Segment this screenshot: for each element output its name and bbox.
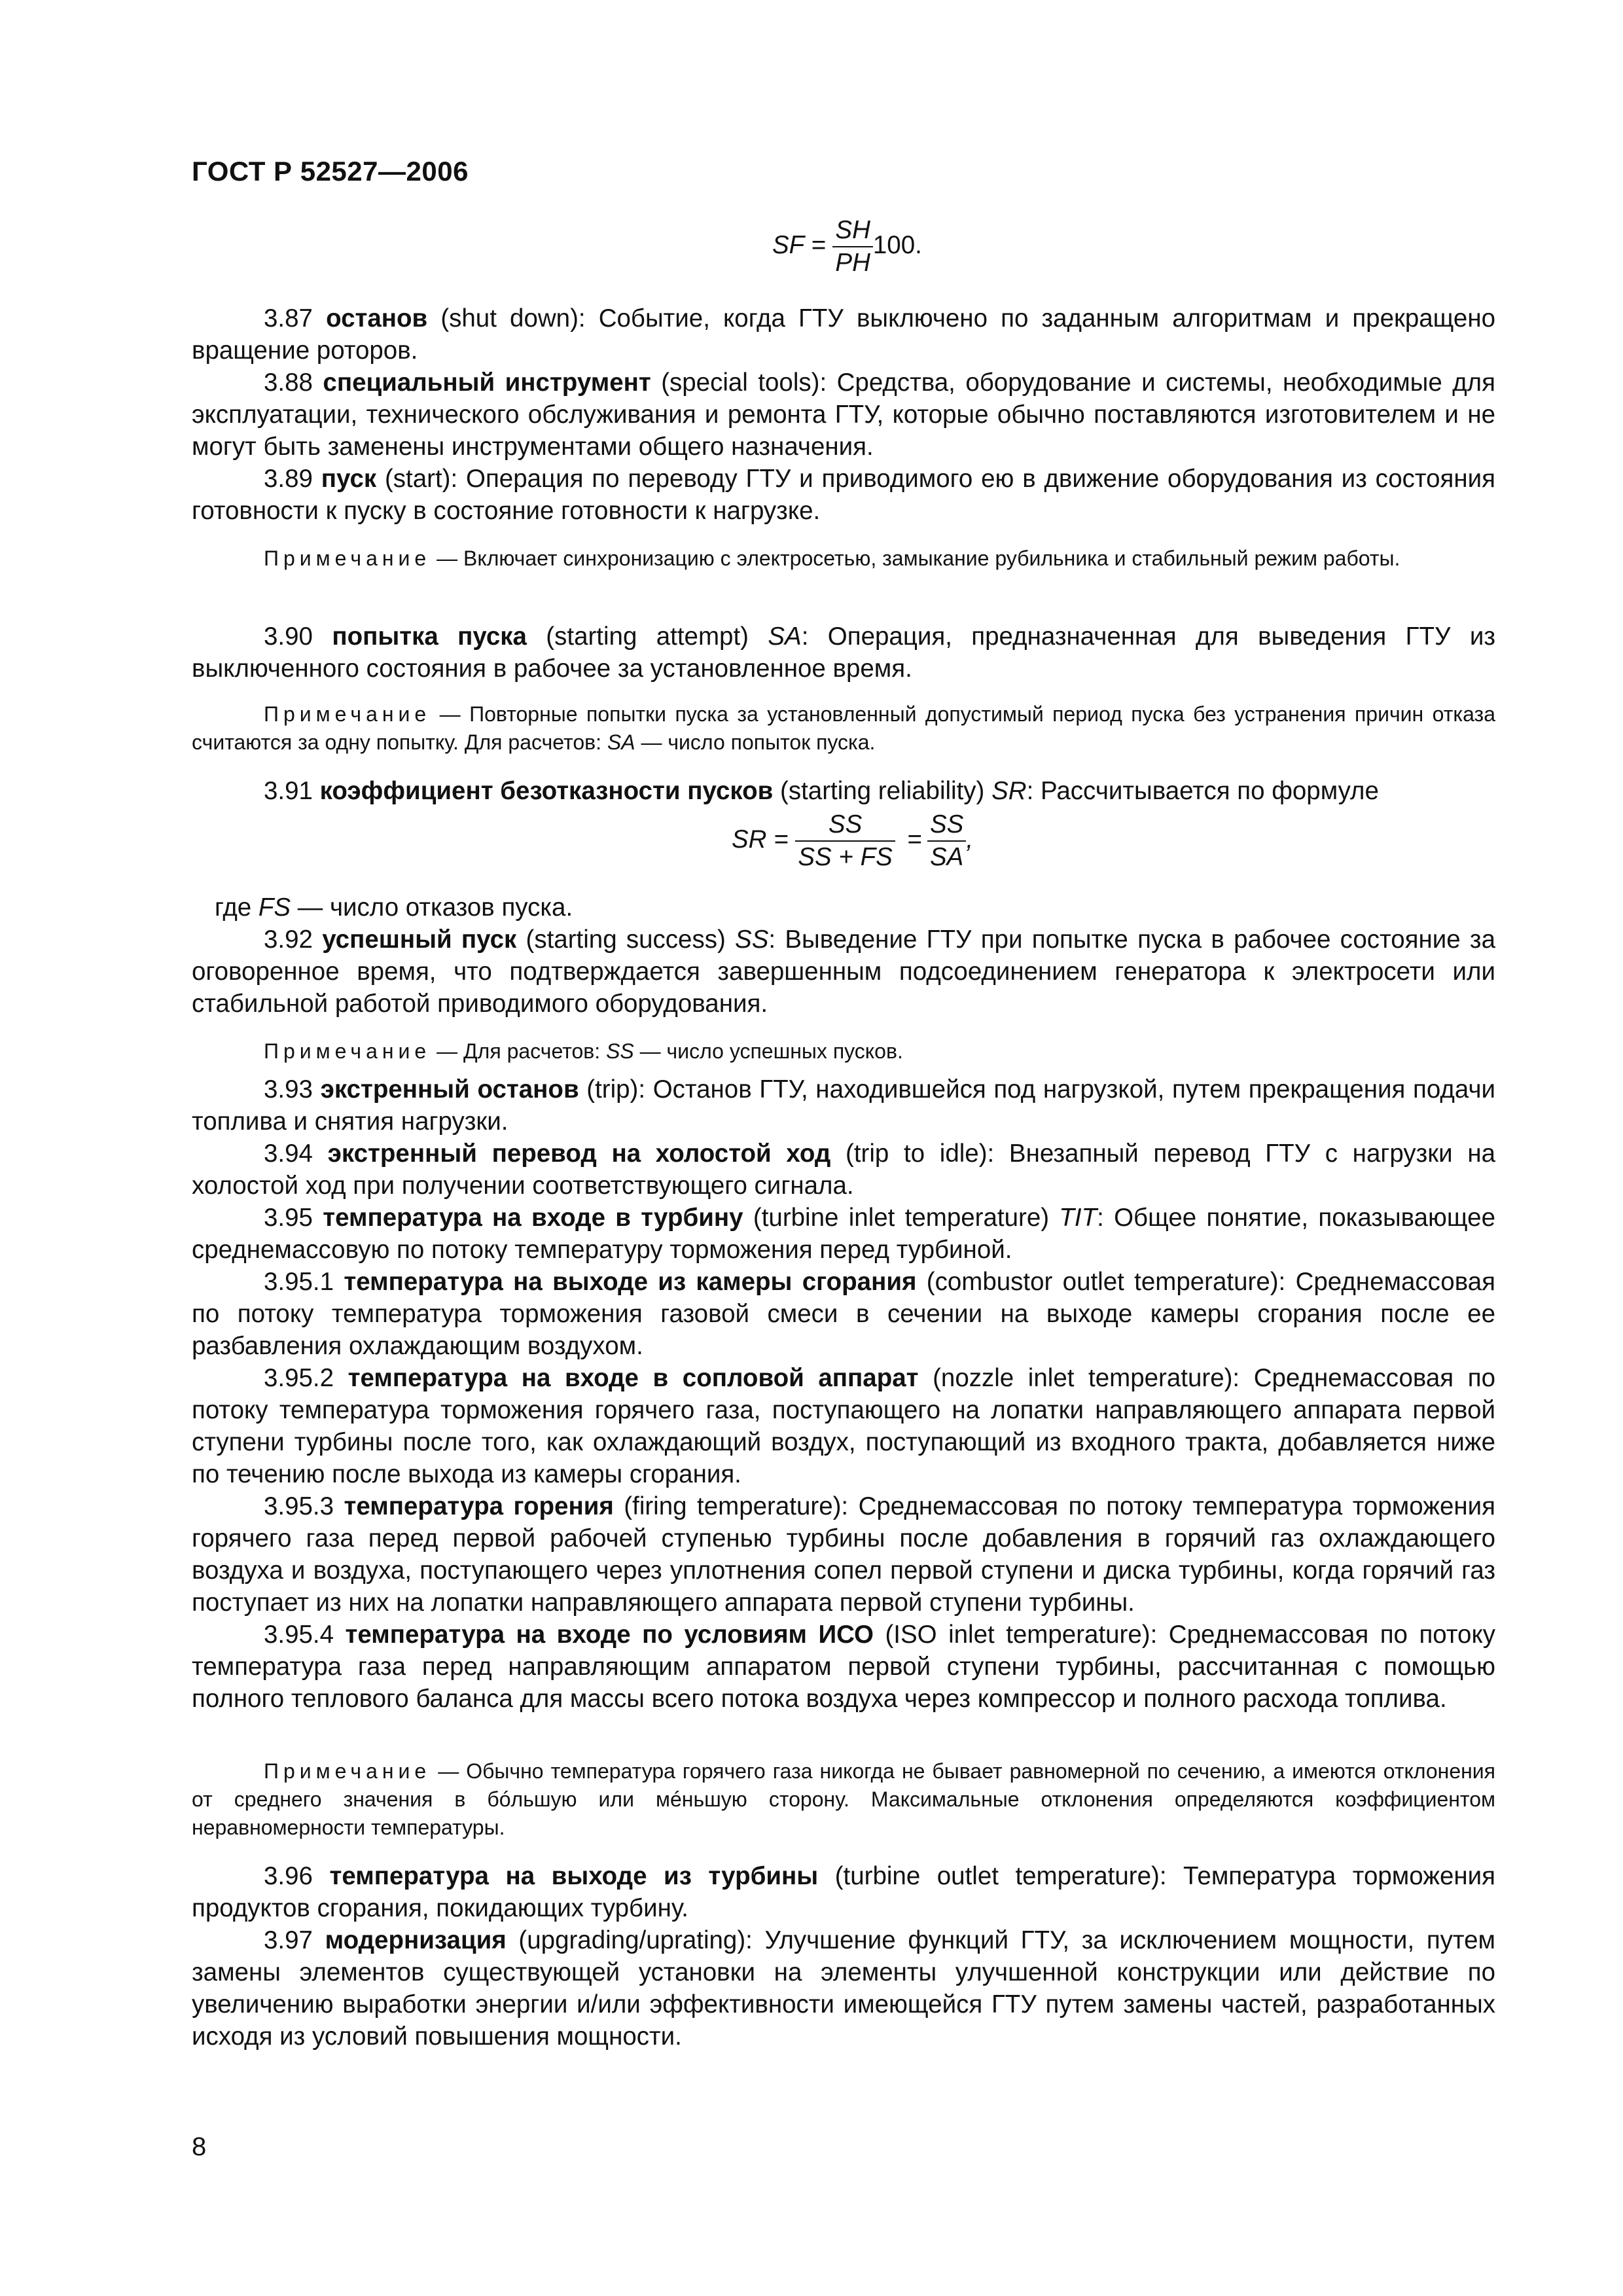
term: температура горения [344, 1492, 614, 1520]
formula-sf [772, 216, 922, 278]
clause-3-89 [192, 463, 1495, 527]
clause-number: 3.92 [264, 925, 313, 954]
note-text: — Обычно температура горячего газа никогда не бывает равномерной по сечению, а имеются отклонения от среднего значения в бóльшую или мéньшую сторону. Максимальные отклонения определяются коэффициентом неравномерности температуры. [192, 1759, 1496, 1839]
symbol: TIT [1059, 1204, 1097, 1232]
clause-3-97 [192, 1924, 1495, 2053]
formula-sf-tail: 100. [872, 231, 922, 260]
note-label: Примечание [264, 1039, 431, 1063]
clause-number: 3.90 [264, 622, 313, 651]
symbol: SR [991, 777, 1027, 805]
clause-3-94 [192, 1138, 1495, 1202]
clause-number: 3.95.4 [264, 1621, 334, 1649]
clause-number: 3.89 [264, 465, 313, 493]
clause-3-95: 3.95 температура на входе в турбину (turbine inlet temperature) TIT: Общее понятие, показывающее среднемассовую по потоку температуру торможения перед турбиной. [192, 1204, 1495, 1264]
definition: : Выведение ГТУ при попытке пуска в рабочее состояние за оговоренное время, что подтверждается завершенным подсоединением генератора к электросети или стабильной работой приводимого оборудования. [192, 925, 1495, 1018]
formula-sr: SR = $\frac{SS}{SS + FS}$ = $\frac{SS}{SA}$ , [732, 810, 974, 871]
clause-3-88 [192, 367, 1495, 463]
term: температура на входе по условиям ИСО [345, 1621, 874, 1649]
section-387-389 [192, 302, 1495, 527]
note-label: Примечание [264, 1759, 431, 1783]
clause-number: 3.95.1 [264, 1268, 334, 1296]
clause-3-95-3 [192, 1490, 1495, 1619]
definition: (combustor outlet temperature): Среднемассовая по потоку температура торможения газовой смеси в сечении на выходе камеры сгорания после ее разбавления охлаждающим воздухом. [192, 1268, 1495, 1360]
clause-3-95-2 [192, 1362, 1495, 1490]
definition: (firing temperature): Среднемассовая по потоку температура торможения горячего газа перед первой рабочей ступенью турбины после добавления в горячий газ охлаждающего воздуха и воздуха, поступающего через уплотнения сопел первой ступени и диска турбины, когда горячий газ поступает из них на лопатки направляющего аппарата первой ступени турбины. [192, 1492, 1495, 1617]
clause-number: 3.95.2 [264, 1364, 334, 1392]
term: температура на выходе из камеры сгорания [344, 1268, 917, 1296]
formula-sf-fraction [832, 216, 872, 278]
symbol: FS [258, 893, 291, 922]
note-label: Примечание [264, 702, 431, 726]
note-4 [192, 1757, 1495, 1842]
note-2: Примечание — Повторные попытки пуска за установленный допустимый период пуска без устранения причин отказа считаются за одну попытку. Для расчетов: SA — число попыток пуска. [192, 702, 1496, 754]
term: пуск [321, 465, 377, 493]
clause-3-93 [192, 1073, 1495, 1138]
clause-3-92: 3.92 успешный пуск (starting success) SS: Выведение ГТУ при попытке пуска в рабочее состояние за оговоренное время, что подтверждается завершенным подсоединением генератора к электросети или стабильной работой приводимого оборудования. [192, 925, 1495, 1018]
clause-number: 3.96 [264, 1862, 313, 1890]
standard-designation: ГОСТ Р 52527—2006 [192, 156, 469, 187]
note-1 [192, 545, 1495, 573]
formula-sf-numerator: SH [832, 216, 872, 247]
formula-sr-fraction-2: $\frac{SS}{SA}$ [927, 810, 966, 872]
section-396-397 [192, 1860, 1495, 2053]
definition: (upgrading/uprating): Улучшение функций ГТУ, за исключением мощности, путем замены элементов существующей установки на элементы улучшенной конструкции или действие по увеличению выработки энергии и/или эффективности имеющейся ГТУ путем замены частей, разработанных исходя из условий повышения мощности. [192, 1926, 1495, 2051]
definition: : Операция, предназначенная для выведения ГТУ из выключенного состояния в рабочее за установленное время. [192, 622, 1496, 683]
term: останов [326, 304, 428, 332]
clause-number: 3.95.3 [264, 1492, 334, 1520]
term: попытка пуска [332, 622, 527, 651]
note-text: — Включает синхронизацию с электросетью, замыкание рубильника и стабильный режим работы. [437, 547, 1400, 570]
definition: (shut down): Событие, когда ГТУ выключено по заданным алгоритмам и прекращено вращение роторов. [192, 304, 1495, 365]
definition: (ISO inlet temperature): Среднемассовая по потоку температура газа перед направляющим аппаратом первой ступени турбины, рассчитанная с помощью полного теплового баланса для массы всего потока воздуха через компрессор и полного расхода топлива. [192, 1621, 1495, 1713]
clause-3-90-block [192, 620, 1495, 685]
term: модернизация [325, 1926, 507, 1954]
definition: (trip to idle): Внезапный перевод ГТУ с нагрузки на холостой ход при получении соответствующего сигнала. [192, 1139, 1495, 1200]
term: экстренный перевод на холостой ход [327, 1139, 831, 1168]
clause-3-91-block [192, 775, 1495, 807]
clause-3-90: 3.90 попытка пуска (starting attempt) SA: Операция, предназначенная для выведения ГТУ из выключенного состояния в рабочее за установленное время. [192, 622, 1496, 683]
clause-number: 3.94 [264, 1139, 313, 1168]
term: экстренный останов [320, 1075, 579, 1103]
clause-number: 3.97 [264, 1926, 313, 1954]
symbol: SA [768, 622, 802, 651]
term: специальный инструмент [323, 368, 651, 397]
term: коэффициент безотказности пусков [319, 777, 774, 805]
definition: : Общее понятие, показывающее среднемассовую по потоку температуру торможения перед турбиной. [192, 1204, 1495, 1264]
term: температура на выходе из турбины [329, 1862, 819, 1890]
page-number: 8 [192, 2132, 207, 2161]
clause-number: 3.93 [264, 1075, 313, 1103]
symbol: SS [606, 1039, 634, 1063]
section-393-3954 [192, 1073, 1495, 1715]
clause-3-91: 3.91 коэффициент безотказности пусков (starting reliability) SR: Рассчитывается по формуле [264, 777, 1379, 805]
clause-3-95-4 [192, 1619, 1495, 1715]
symbol: SA [607, 730, 635, 754]
clause-3-92-block [192, 924, 1495, 1020]
formula-sr-fraction-1: $\frac{SS}{SS + FS}$ [795, 810, 895, 872]
definition: (start): Операция по переводу ГТУ и приводимого ею в движение оборудования из состояния готовности к пуску в состояние готовности к нагрузке. [192, 465, 1496, 525]
term: температура на входе в сопловой аппарат [348, 1364, 919, 1392]
term: температура на входе в турбину [323, 1204, 743, 1232]
where-fs: где FS — число отказов пуска. [215, 893, 573, 922]
definition: (nozzle inlet temperature): Среднемассовая по потоку температура торможения горячего газа, поступающего на лопатки направляющего аппарата первой ступени турбины после того, как охлаждающий воздух, поступающий из входного тракта, добавляется ниже по течению после выхода из камеры сгорания. [192, 1364, 1495, 1488]
clause-3-96 [192, 1860, 1495, 1924]
formula-sf-denominator: PH [835, 249, 870, 277]
clause-number: 3.88 [264, 368, 313, 397]
note-label: Примечание [264, 547, 431, 570]
formula-sf-lhs: SF = [772, 231, 826, 260]
note-3: Примечание — Для расчетов: SS — число успешных пусков. [264, 1039, 903, 1063]
term: успешный пуск [322, 925, 517, 954]
clause-number: 3.87 [264, 304, 313, 332]
formula-sr-lhs: SR = [732, 825, 789, 854]
definition: (special tools): Средства, оборудование и системы, необходимые для эксплуатации, технического обслуживания и ремонта ГТУ, которые обычно поставляются изготовителем и не могут быть заменены инструментами общего назначения. [192, 368, 1495, 461]
clause-number: 3.91 [264, 777, 313, 805]
clause-number: 3.95 [264, 1204, 313, 1232]
definition: (trip): Останов ГТУ, находившейся под нагрузкой, путем прекращения подачи топлива и снятия нагрузки. [192, 1075, 1496, 1136]
clause-3-95-1 [192, 1266, 1495, 1362]
definition: (turbine outlet temperature): Температура торможения продуктов сгорания, покидающих турбину. [192, 1862, 1496, 1922]
clause-3-87 [192, 302, 1495, 367]
symbol: SS [735, 925, 769, 954]
